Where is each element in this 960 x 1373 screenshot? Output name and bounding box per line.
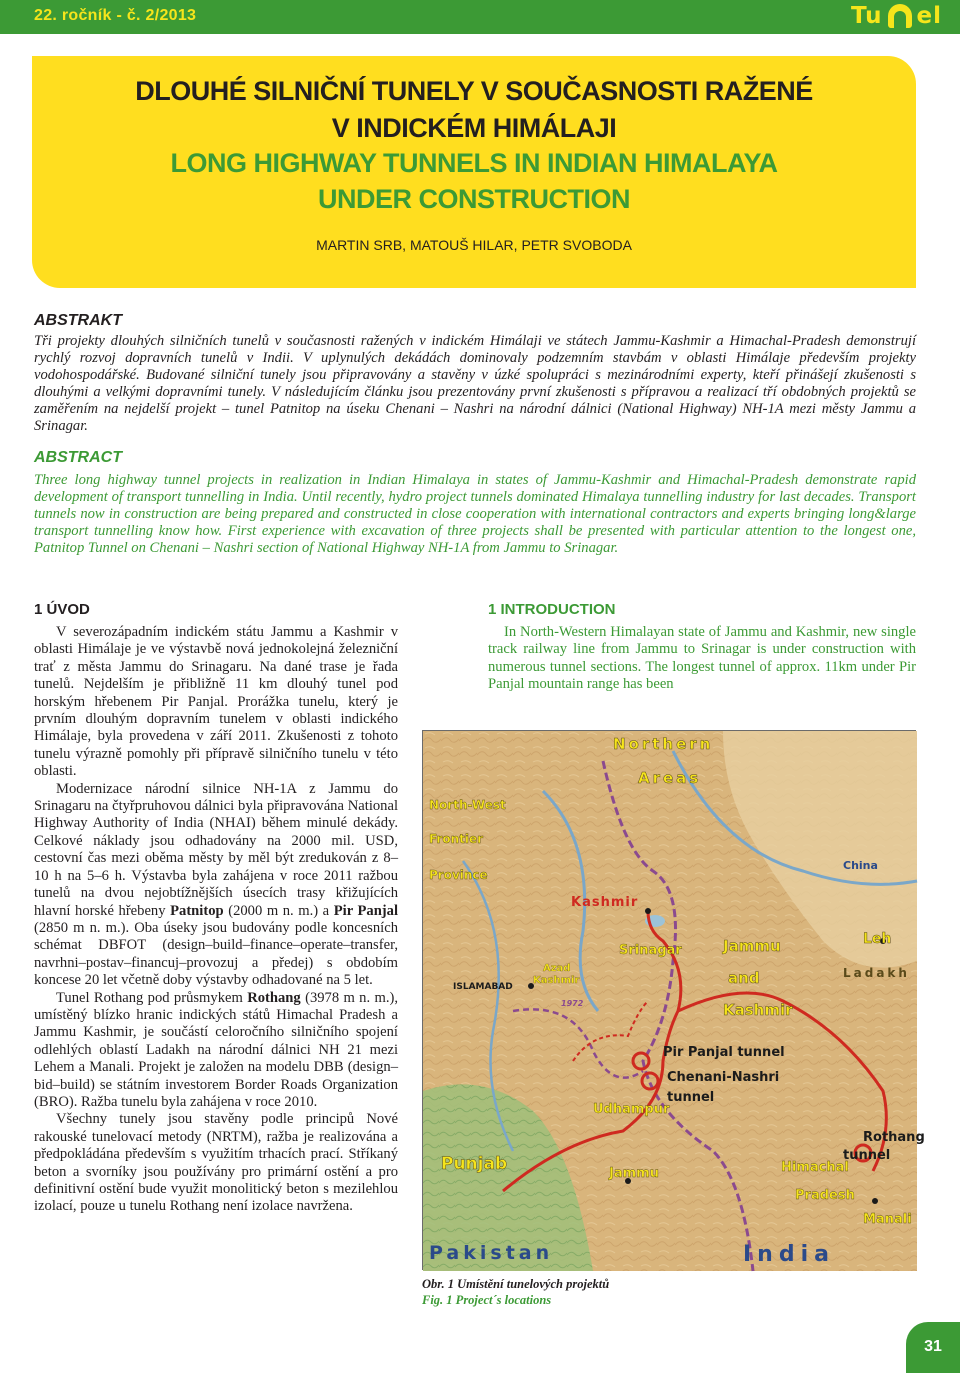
issue-label: 22. ročník - č. 2/2013 (34, 7, 197, 24)
title-box (32, 56, 916, 288)
label-kashmir: Kashmir (571, 895, 639, 910)
label-srinagar: Srinagar (619, 943, 682, 958)
label-leh: Leh (863, 931, 892, 947)
label-jammu-kashmir-2: and (728, 969, 760, 987)
section-cz-heading: 1 ÚVOD (34, 601, 90, 618)
section-en-heading: 1 INTRODUCTION (488, 601, 616, 618)
section-en-body: In North-Western Himalayan state of Jammu and Kashmir, new single track railway line from Jammu to Srinagar is under construction with numerous tunnel sections. The longest tunnel of approx. 11km under Pir Panjal mountain range has been (488, 624, 916, 693)
label-1972: 1972 (561, 999, 584, 1008)
pir-panjal-bold: Pir Panjal (333, 902, 399, 919)
label-areas: Areas (638, 769, 702, 787)
figure-caption (422, 1276, 609, 1308)
label-islamabad: ISLAMABAD (453, 982, 513, 992)
authors: MARTIN SRB, MATOUŠ HILAR, PETR SVOBODA (316, 237, 632, 253)
tunel-logo (851, 3, 942, 29)
cz-paragraph-1: V severozápadním indickém státu Jammu a Kashmir v oblasti Himálaje je ve výstavbě nová jednokolejná železniční trať z města Jammu do Srinagaru. Na dané trase je řada tunelů. Nejdelším je přibližně 11 km dlouhý tunel pod horským hřebenem Pir Panjal. Prorážka tunelu, který je prvním dlouhým dopravním tunelem v oblasti indického Himálaje, byla provedena v září 2011. Zkušenosti z tohoto tunelu výrazně pomohly při přípravě silničního tunelu v této oblasti. (34, 624, 398, 780)
title-en-line2: UNDER CONSTRUCTION (318, 184, 630, 214)
rothang-bold: Rothang (247, 989, 301, 1006)
label-pir-panjal-tunnel: Pir Panjal tunnel (663, 1045, 785, 1060)
label-manali: Manali (863, 1212, 912, 1227)
logo-text-left: Tu (850, 3, 883, 29)
logo-text-right: el (916, 3, 942, 29)
title-cz-line1: DLOUHÉ SILNIČNÍ TUNELY V SOUČASNOSTI RAŽENÉ (135, 76, 813, 106)
label-himachal-2: Pradesh (795, 1188, 855, 1203)
label-rothang-1: Rothang (863, 1130, 925, 1145)
tunnel-portal-icon (888, 4, 912, 28)
caption-cz: Obr. 1 Umístění tunelových projektů (422, 1277, 610, 1291)
cz-paragraph-4: Všechny tunely jsou stavěny podle principů Nové rakouské tunelovací metody (NRTM), ražba je realizována a předpokládána především s využitím trhacích prací. Stříkaný beton a svorníky jsou používány pro primární ostění a pro definitivní ostění bude využit monolitický beton s mezilehlou izolací, pouze u tunelu Rothang není izolace navržena. (34, 1111, 398, 1215)
label-azad-2: Kashmir (533, 975, 580, 986)
cz-paragraph-3: Tunel Rothang pod průsmykem Rothang (3978 m n. m.), umístěný blízko hranic indických států Himachal Pradesh a Jammu Kashmir, je součástí celoročního silničního spojení odlehlých oblastí Ladakh na národní dálnici NH 21 mezi Lehem a Manali. Projekt je založen na modelu DBB (design–bid–build) se státním investorem Border Roads Organization (BRO). Ražba tunelu byla zahájena v roce 2010. (34, 989, 398, 1110)
label-china: China (843, 859, 878, 872)
label-northern: Northern (613, 735, 714, 753)
label-udhampur: Udhampur (593, 1102, 670, 1117)
title-cz-line2: V INDICKÉM HIMÁLAJI (331, 113, 617, 143)
label-chenani-nashri-2: tunnel (667, 1090, 715, 1105)
label-jammu-kashmir-3: Kashmir (723, 1001, 793, 1019)
page-number-box (906, 1322, 960, 1373)
label-nwfp-3: Province (429, 868, 488, 882)
title-en-line1: LONG HIGHWAY TUNNELS IN INDIAN HIMALAYA (170, 148, 778, 178)
header-bar (0, 0, 960, 34)
page-number: 31 (924, 1338, 942, 1355)
abstract-cz-text: Tři projekty dlouhých silničních tunelů v současnosti ražených v indickém Himálaji ve státech Jammu-Kashmir a Himachal-Pradesh demonstrují rychlý rozvoj dopravních tunelů v Indii. V uplynulých dekádách dominovaly podzemním stavbám v oblasti Himálaje především projekty vodohospodářské. Budované silniční tunely jsou připravovány a stavěny v úzké spolupráci s mezinárodními experty, kteří přinášejí zkušenosti s dlouhými a velkými dopravními tunely. V následujícím článku jsou prezentovány první zkušenosti s přípravou a realizací tří obdobných projektů se zaměřením na nejdelší projekt – tunel Patnitop na úseku Chenani – Nashri na národní dálnici (National Highway) NH-1A mezi městy Jammu a Srinagar. (34, 333, 916, 434)
label-punjab: Punjab (441, 1154, 508, 1174)
caption-en: Fig. 1 Project´s locations (422, 1293, 552, 1307)
label-pakistan: Pakistan (429, 1242, 554, 1264)
abstract-en-heading: ABSTRACT (34, 449, 122, 466)
label-jammu-city: Jammu (609, 1166, 659, 1181)
abstract-en-text: Three long highway tunnel projects in realization in Indian Himalaya in states of Jammu-Kashmir and Himachal-Pradesh demonstrate rapid development of transport tunnelling in India. Until recently, hydro project tunnels dominated Himalaya tunnelling industry for last decades. Transport tunnels now in construction are being prepared and constructed in close cooperation with international contractors and experts bringing long&large transport tunnelling know how. First experience with excavation of three projects shall be presented with particular attention to the longest one, Patnitop Tunnel on Chenani – Nashri section of National Highway NH-1A from Jammu to Srinagar. (34, 472, 916, 556)
patnitop-bold: Patnitop (170, 902, 224, 919)
abstract-cz-heading: ABSTRAKT (34, 312, 122, 329)
label-ladakh: Ladakh (843, 966, 910, 980)
section-cz-body (34, 624, 398, 1216)
label-himachal-1: Himachal (781, 1160, 849, 1175)
label-chenani-nashri-1: Chenani-Nashri (667, 1070, 780, 1085)
label-nwfp-1: North-West (429, 798, 506, 812)
label-rothang-2: tunnel (843, 1148, 891, 1163)
label-azad-1: Azad (543, 963, 571, 974)
location-map (422, 730, 925, 1270)
label-nwfp-2: Frontier (429, 832, 484, 846)
cz-paragraph-2: Modernizace národní silnice NH-1A z Jammu do Srinagaru na čtyřpruhovou dálnici byla připravována National Highway Authority of India (NHAI) během minulé dekády. Celkové náklady jsou odhadovány na 2000 mil. USD, cestovní čas mezi oběma městy by měl být zredukován z 8–10 h na 5–6 h. Výstavba byla zahájena v roce 2011 ražbou tunelů na dvou nejobtížnějších úsecích trasy křižujících hlavní horské hřebeny Patnitop (2000 m n. m.) a Pir Panjal (2850 m n. m.). Oba úseky jsou budovány podle koncesních schémat DBFOT (design–build–finance–operate–transfer, navrhni–postav–financuj–provozuj a předej) s obdobím koncese 20 let včetně doby výstavby odhadované na 5 let. (34, 780, 399, 989)
label-india: India (743, 1242, 835, 1267)
label-jammu-kashmir-1: Jammu (723, 937, 781, 955)
